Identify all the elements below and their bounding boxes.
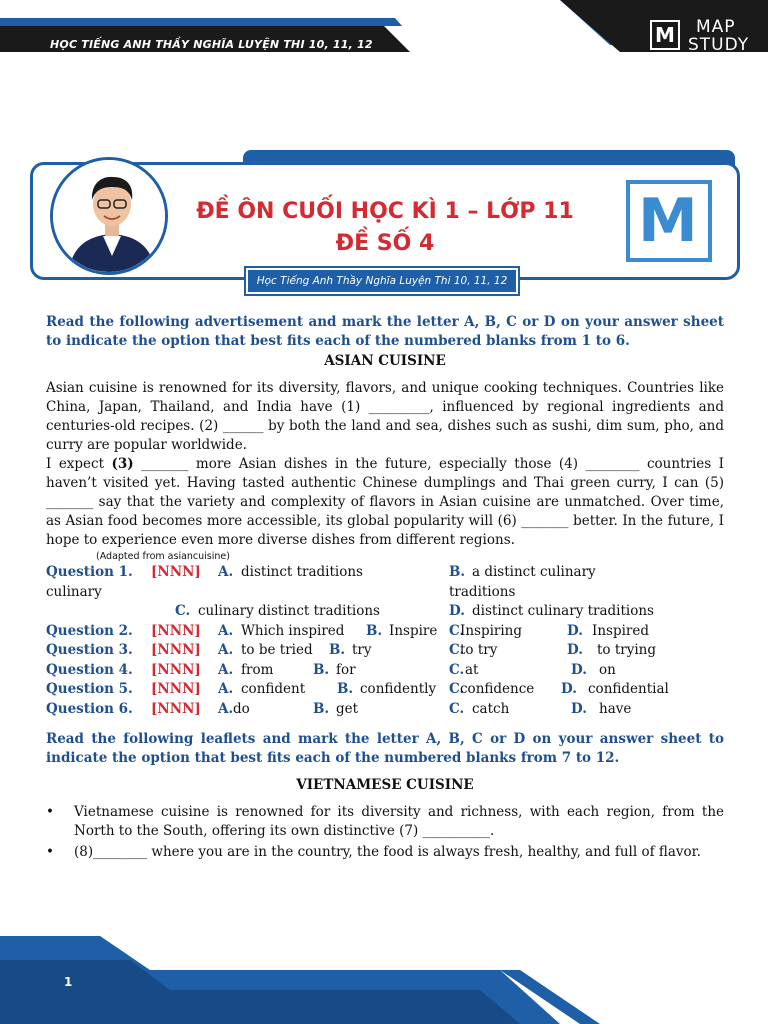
footer-band	[0, 930, 768, 1024]
option-d[interactable]: distinct culinary traditions	[472, 603, 654, 619]
option-c[interactable]: to try	[460, 642, 498, 658]
mapstudy-logo	[650, 16, 760, 60]
question-list	[46, 622, 724, 720]
question-tag: [NNN]	[151, 661, 201, 678]
option-letter: C.	[449, 681, 465, 697]
question-label: Question 6.	[46, 700, 133, 717]
question-tag: [NNN]	[151, 700, 201, 717]
option-b[interactable]: for	[336, 661, 356, 678]
section2-title: VIETNAMESE CUISINE	[296, 777, 474, 793]
banner-subtitle: Học Tiếng Anh Thầy Nghĩa Luyện Thi 10, 11, 12	[246, 268, 518, 294]
question-label: Question 3.	[46, 642, 133, 658]
question-tag: [NNN]	[151, 564, 201, 580]
option-letter: B.	[329, 642, 346, 658]
exam-title-line2: ĐỀ SỐ 4	[335, 231, 435, 256]
option-letter: D.	[449, 603, 465, 619]
option-d[interactable]: on	[599, 661, 616, 678]
question-label: Question 1.	[46, 564, 133, 580]
option-b[interactable]: Inspire	[389, 622, 438, 639]
question-label: Question 2.	[46, 622, 133, 639]
option-b[interactable]: confidently	[360, 681, 437, 697]
exam-title-line1: ĐỀ ÔN CUỐI HỌC KÌ 1 – LỚP 11	[196, 199, 574, 224]
question-label: Question 4.	[46, 661, 133, 678]
exam-title	[180, 196, 590, 260]
option-a[interactable]: distinct traditions	[241, 564, 363, 580]
option-letter: B.	[313, 661, 330, 678]
page-number: 1	[64, 975, 73, 989]
option-b[interactable]: try	[352, 642, 372, 658]
question-3	[46, 641, 724, 661]
option-letter: B.	[337, 681, 354, 697]
option-a-cont: culinary	[46, 583, 102, 600]
passage-paragraph-1: Asian cuisine is renowned for its diversity, flavors, and unique cooking techniques. Countries like China, Japan, Thailand, and India have (1) _________, influenced by regional ingredients and centuries-old recipes. (2) ______ by both the land and sea, dishes such as sushi, dim sum, pho, and curry are popular worldwide.	[46, 380, 724, 453]
option-letter: C.	[449, 661, 465, 678]
bullet-item: • (8)________ where you are in the country, the food is always fresh, healthy, and full of flavor.	[46, 844, 701, 860]
question-4	[46, 661, 724, 681]
teacher-avatar	[50, 157, 168, 275]
option-a[interactable]: to be tried	[241, 642, 313, 658]
option-c[interactable]: catch	[472, 700, 510, 717]
question-label: Question 5.	[46, 681, 133, 697]
option-c[interactable]: confidence	[460, 681, 535, 697]
question-tag: [NNN]	[151, 642, 201, 658]
section1-title: ASIAN CUISINE	[324, 353, 446, 369]
question-2	[46, 622, 724, 642]
question-5	[46, 680, 724, 700]
option-letter: B.	[366, 622, 383, 639]
option-letter: B.	[449, 564, 466, 580]
option-letter: D.	[571, 661, 587, 678]
question-1-wrap	[46, 583, 724, 603]
header-tagline: HỌC TIẾNG ANH THẦY NGHĨA LUYỆN THI 10, 11, 12	[50, 38, 373, 51]
option-letter: A.	[218, 700, 234, 717]
option-c[interactable]: at	[465, 661, 479, 678]
option-a[interactable]: confident	[241, 681, 306, 697]
section1-instruction: Read the following advertisement and mark the letter A, B, C or D on your answer sheet to indicate the option that best fits each of the numbered blanks from 1 to 6.	[46, 314, 724, 349]
option-letter: D.	[561, 681, 577, 697]
option-letter: B.	[313, 700, 330, 717]
logo-big-icon: M	[626, 180, 712, 262]
option-a[interactable]: from	[241, 661, 274, 678]
section2-instruction: Read the following leaflets and mark the letter A, B, C or D on your answer sheet to indicate the option that best fits each of the numbered blanks from 7 to 12.	[46, 731, 724, 766]
option-b-cont: traditions	[449, 583, 516, 600]
option-letter: A.	[218, 564, 234, 580]
option-d[interactable]: to trying	[597, 642, 657, 658]
question-1	[46, 563, 724, 583]
option-d[interactable]: Inspired	[592, 622, 649, 639]
logo-word-study: STUDY	[688, 35, 750, 55]
logo-word-map: MAP	[696, 17, 736, 37]
option-letter: D.	[567, 622, 583, 639]
option-b[interactable]: a distinct culinary	[472, 564, 596, 580]
option-letter: D.	[567, 642, 583, 658]
option-letter: A.	[218, 642, 234, 658]
bullet-item: • Vietnamese cuisine is renowned for its diversity and richness, with each region, from the North to the South, offering its own distinctive (7) __________.	[46, 804, 724, 839]
question-1-row2	[46, 602, 724, 622]
option-letter: C.	[449, 622, 465, 639]
question-tag: [NNN]	[151, 622, 201, 639]
passage-paragraph-2: I expect (3) _______ more Asian dishes in the future, especially those (4) ________ countries I haven’t visited yet. Having tasted authentic Chinese dumplings and Thai green curry, I can (5) _______ say that the variety and complexity of flavors in Asian cuisine are unmatched. Over time, as Asian food becomes more accessible, its global popularity will (6) _______ better. In the future, I hope to experience even more diverse dishes from different regions.	[46, 456, 724, 548]
option-letter: D.	[571, 700, 587, 717]
question-6	[46, 700, 724, 720]
option-letter: A.	[218, 681, 234, 697]
logo-mark-icon: M	[650, 20, 680, 50]
option-a[interactable]: do	[233, 700, 250, 717]
option-letter: A.	[218, 661, 234, 678]
option-letter: A.	[218, 622, 234, 639]
option-d[interactable]: have	[599, 700, 632, 717]
option-letter: C.	[449, 642, 465, 658]
passage-source: (Adapted from asiancuisine)	[96, 551, 230, 562]
option-letter: C.	[449, 700, 465, 717]
option-d[interactable]: confidential	[588, 681, 669, 697]
option-c[interactable]: Inspiring	[460, 622, 523, 639]
bullet-icon: •	[46, 804, 54, 820]
exam-content	[46, 313, 724, 864]
option-b[interactable]: get	[336, 700, 359, 717]
option-c[interactable]: culinary distinct traditions	[198, 603, 380, 619]
question-tag: [NNN]	[151, 681, 201, 697]
option-letter: C.	[175, 603, 191, 619]
option-a[interactable]: Which inspired	[241, 622, 345, 639]
bullet-icon: •	[46, 844, 54, 860]
